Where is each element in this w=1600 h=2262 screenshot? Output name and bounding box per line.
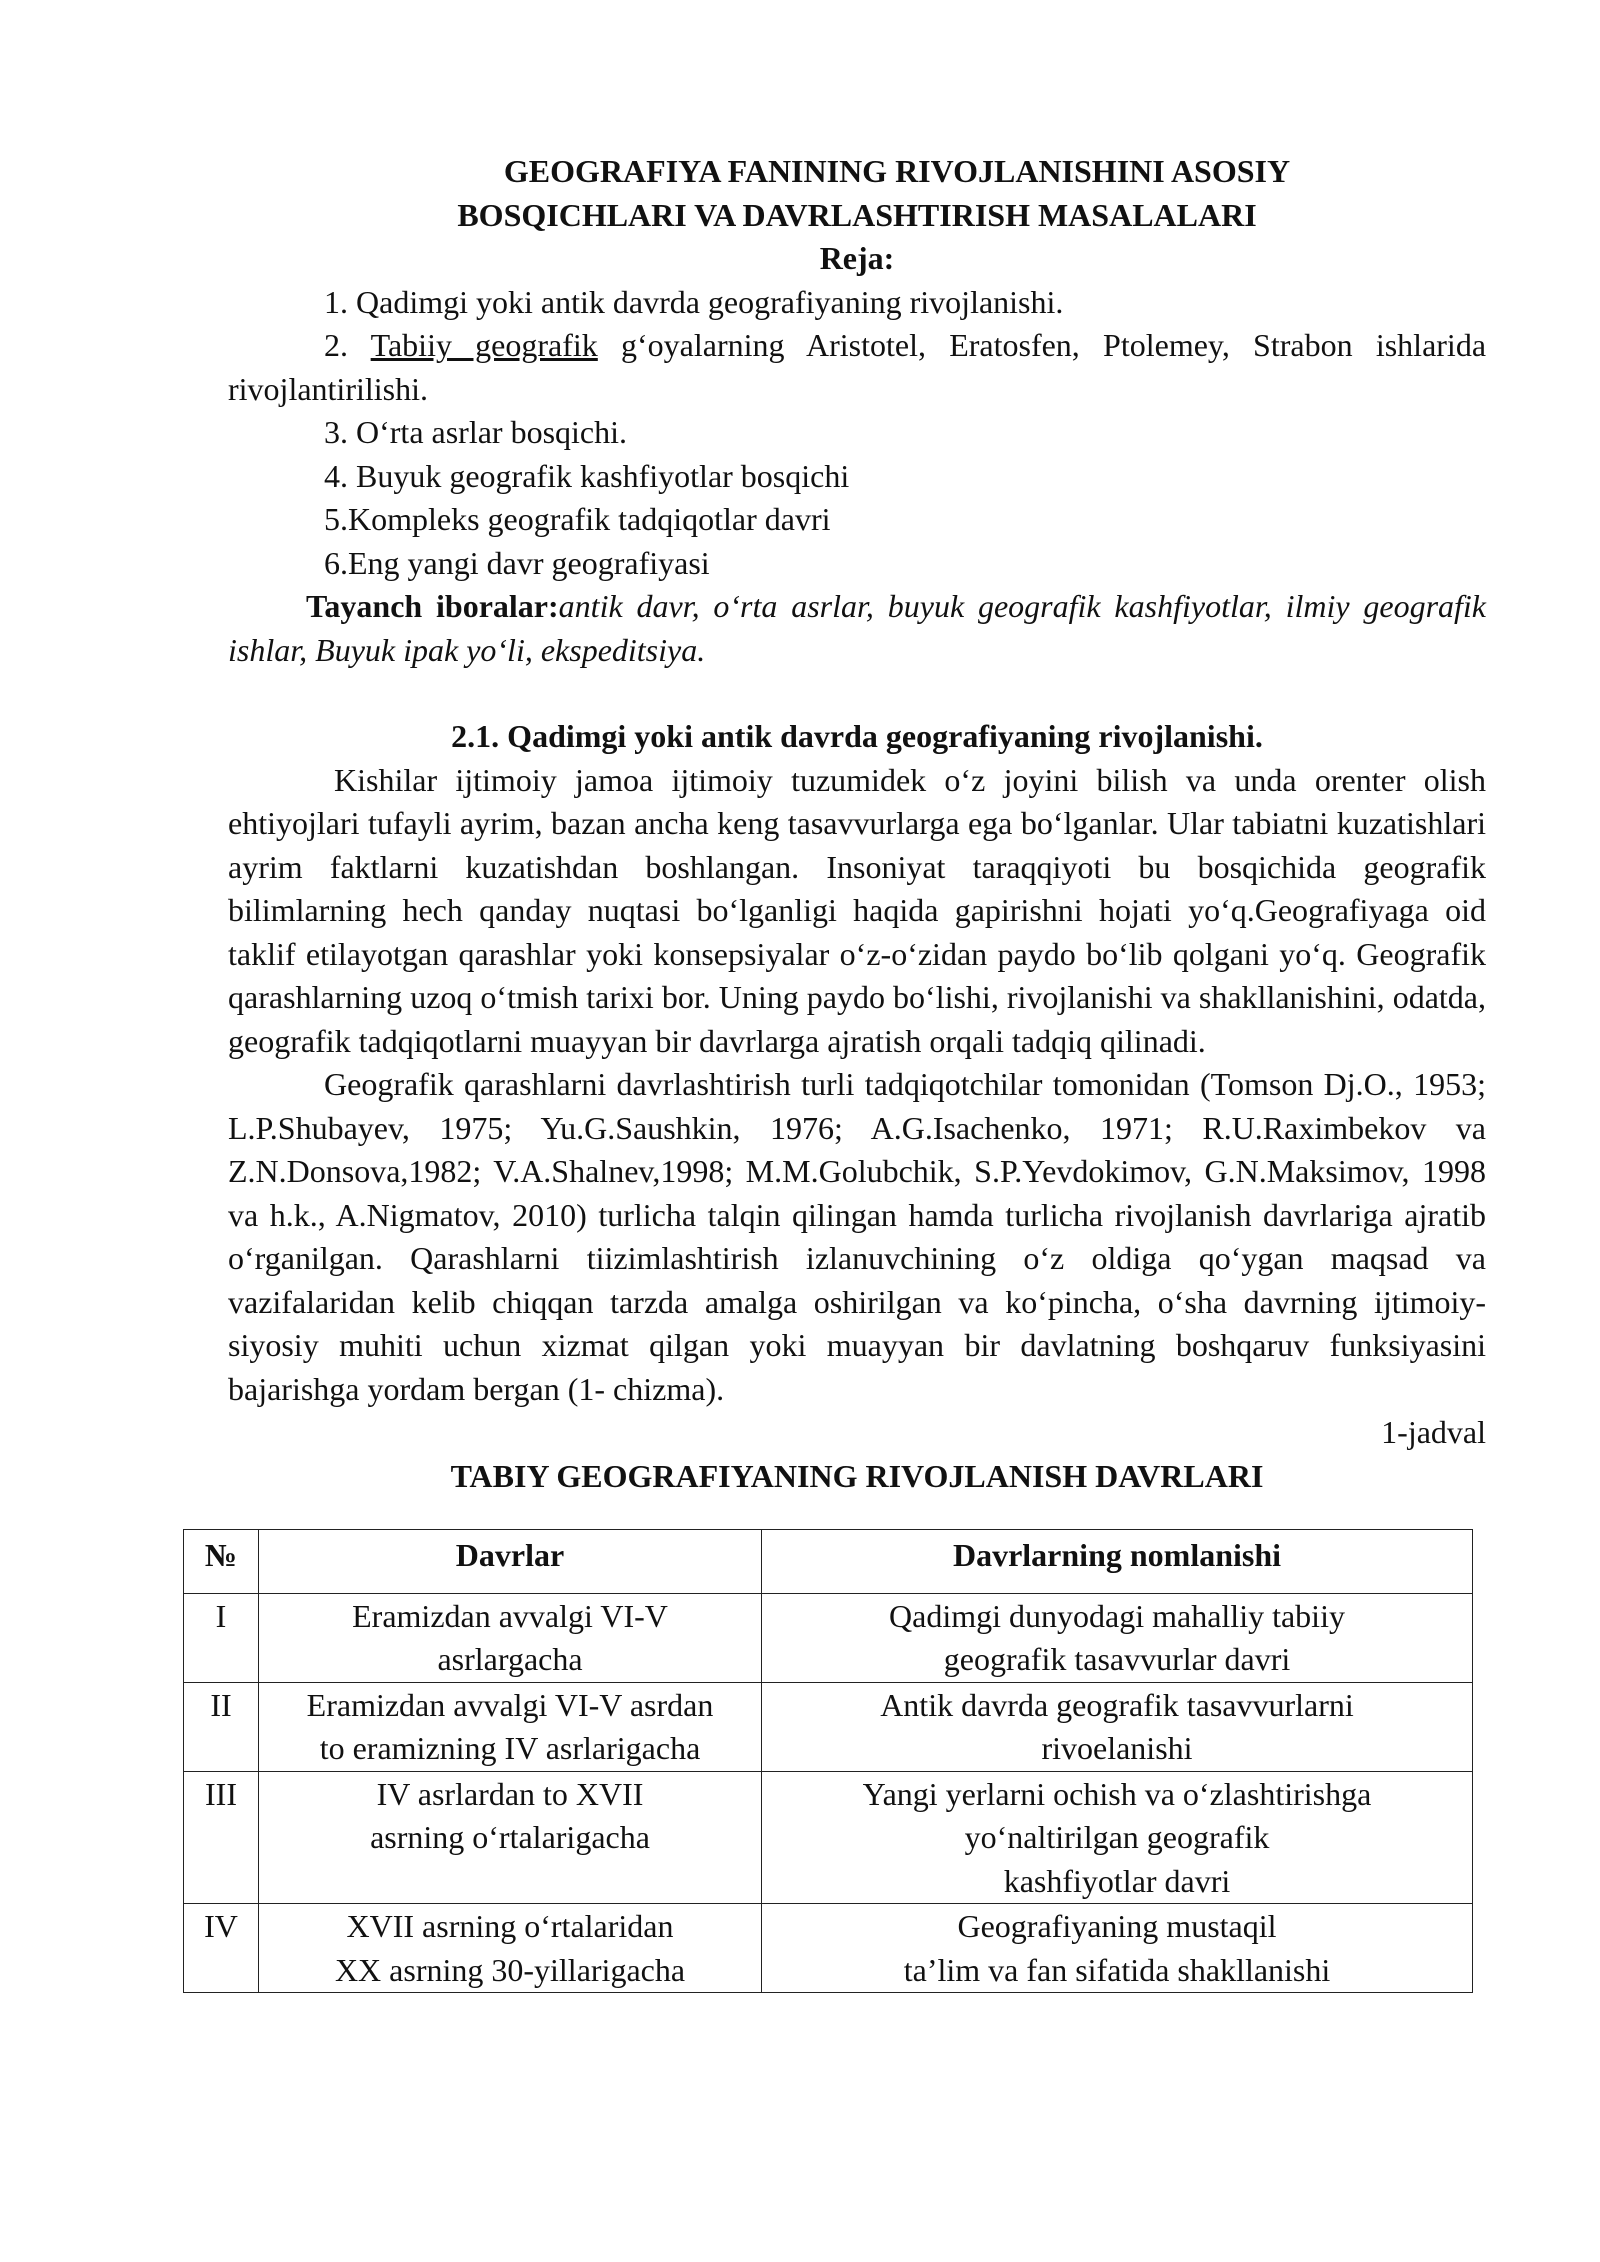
cell-line: asrning o‘rtalarigacha	[370, 1819, 650, 1855]
plan-item: 1. Qadimgi yoki antik davrda geografiyaning rivojlanishi.	[324, 283, 1064, 320]
cell-line: geografik tasavvurlar davri	[943, 1641, 1291, 1677]
table-cell-number: IV	[184, 1904, 259, 1993]
plan-heading: Reja:	[819, 240, 895, 276]
plan-item: 6.Eng yangi davr geografiyasi	[324, 544, 710, 581]
plan-item	[228, 324, 1486, 411]
cell-line: rivoelanishi	[1041, 1730, 1193, 1766]
key-terms-list: antik davr, o‘rta asrlar, buyuk geografik kashfiyotlar, ilmiy geografik ishlar, Buyuk ipak yo‘li, ekspeditsiya.	[228, 588, 1487, 668]
cell-line: asrlargacha	[437, 1641, 583, 1677]
table-header-row	[184, 1530, 1473, 1594]
document-title-line-1: GEOGRAFIYA FANINING RIVOJLANISHINI ASOSIY	[503, 153, 1291, 189]
key-terms-label: Tayanch iboralar:	[306, 588, 559, 624]
table-cell-period-name	[762, 1771, 1473, 1904]
table-row	[184, 1682, 1473, 1771]
cell-line: Eramizdan avvalgi VI-V asrdan	[306, 1686, 714, 1723]
plan-item-underlined-term: Tabiiy geografik	[370, 327, 598, 363]
plan-item-number: 2.	[324, 327, 371, 363]
table-cell-period	[259, 1771, 762, 1904]
table-label: 1-jadval	[1381, 1414, 1486, 1450]
table-row	[184, 1771, 1473, 1904]
cell-line: XX asrning 30-yillarigacha	[334, 1951, 686, 1988]
body-paragraph: Kishilar ijtimoiy jamoa ijtimoiy tuzumidek o‘z joyini bilish va unda orenter olish ehtiyojlari tufayli ayrim, bazan ancha keng tasavvurlarga ega bo‘lganlar. Ular tabiatni kuzatishlari ayrim faktlarni kuzatishdan boshlangan. Insoniyat taraqqiyoti bu bosqichida geografik bilimlarning hech qanday nuqtasi bo‘lganligi haqida gapirishni hojati yo‘q.Geografiyaga oid taklif etilayotgan qarashlar yoki konsepsiyalar o‘z-o‘zidan paydo bo‘lib qolgani yo‘q. Geografik qarashlarning uzoq o‘tmish tarixi bor. Uning paydo bo‘lishi, rivojlanishi va shakllanishini, odatda, geografik tadqiqotlarni muayyan bir davrlarga ajratish orqali tadqiq qilinadi.	[228, 761, 1486, 1059]
table-cell-period-name	[762, 1682, 1473, 1771]
cell-line: ta’lim va fan sifatida shakllanishi	[903, 1951, 1331, 1988]
cell-line: IV asrlardan to XVII	[376, 1775, 644, 1812]
table-cell-period	[259, 1682, 762, 1771]
plan-item: 4. Buyuk geografik kashfiyotlar bosqichi	[324, 457, 850, 494]
cell-line: Eramizdan avvalgi VI-V	[352, 1597, 668, 1634]
cell-line: Qadimgi dunyodagi mahalliy tabiiy	[889, 1597, 1345, 1634]
table-row	[184, 1593, 1473, 1682]
table-cell-number: I	[184, 1593, 259, 1682]
cell-line: XVII asrning o‘rtalaridan	[346, 1908, 674, 1944]
section-heading: 2.1. Qadimgi yoki antik davrda geografiyaning rivojlanishi.	[451, 718, 1263, 754]
cell-line: kashfiyotlar davri	[1003, 1862, 1231, 1899]
table-header-periods: Davrlar	[259, 1530, 762, 1594]
document-title-line-2: BOSQICHLARI VA DAVRLASHTIRISH MASALALARI	[457, 196, 1257, 233]
cell-line: Yangi yerlarni ochish va o‘zlashtirishga	[862, 1775, 1372, 1812]
body-paragraph: Geografik qarashlarni davrlashtirish turli tadqiqotchilar tomonidan (Tomson Dj.O., 1953; L.P.Shubayev, 1975; Yu.G.Saushkin, 1976; A.G.Isachenko, 1971; R.U.Raximbekov va Z.N.Donsova,1982; V.A.Shalnev,1998; M.M.Golubchik, S.P.Yevdokimov, G.N.Maksimov, 1998 va h.k., A.Nigmatov, 2010) turlicha talqin qilingan hamda turlicha rivojlanish davrlariga ajratib o‘rganilgan. Qarashlarni tiizimlashtirish izlanuvchining o‘z oldiga qo‘ygan maqsad va vazifalaridan kelib chiqqan tarzda amalga oshirilgan va ko‘pincha, o‘sha davrning ijtimoiy-siyosiy muhiti uchun xizmat qilgan yoki muayyan bir davlatning boshqaruv funksiyasini bajarishga yordam bergan (1- chizma).	[228, 1066, 1486, 1407]
cell-line: yo‘naltirilgan geografik	[964, 1819, 1270, 1855]
key-terms	[228, 585, 1486, 672]
table-cell-period-name	[762, 1593, 1473, 1682]
table-title: TABIY GEOGRAFIYANING RIVOJLANISH DAVRLARI	[450, 1457, 1264, 1494]
table-header-number: №	[184, 1530, 259, 1594]
table-cell-period	[259, 1593, 762, 1682]
spacer	[228, 672, 1486, 715]
table-header-period-names: Davrlarning nomlanishi	[762, 1530, 1473, 1594]
cell-line: Geografiyaning mustaqil	[957, 1908, 1277, 1944]
table-cell-number: II	[184, 1682, 259, 1771]
plan-item: 3. O‘rta asrlar bosqichi.	[324, 414, 628, 450]
plan-item: 5.Kompleks geografik tadqiqotlar davri	[324, 501, 831, 537]
periods-table	[183, 1529, 1473, 1993]
document-page	[204, 150, 1487, 1993]
table-cell-period-name	[762, 1904, 1473, 1993]
cell-line: to eramizning IV asrlarigacha	[319, 1730, 701, 1766]
table-row	[184, 1904, 1473, 1993]
table-cell-number: III	[184, 1771, 259, 1904]
table-cell-period	[259, 1904, 762, 1993]
plan-item-text: g‘oyalarning Aristotel, Eratosfen, Ptolemey, Strabon ishlarida rivojlantirilishi.	[228, 327, 1487, 407]
cell-line: Antik davrda geografik tasavvurlarni	[880, 1686, 1354, 1723]
